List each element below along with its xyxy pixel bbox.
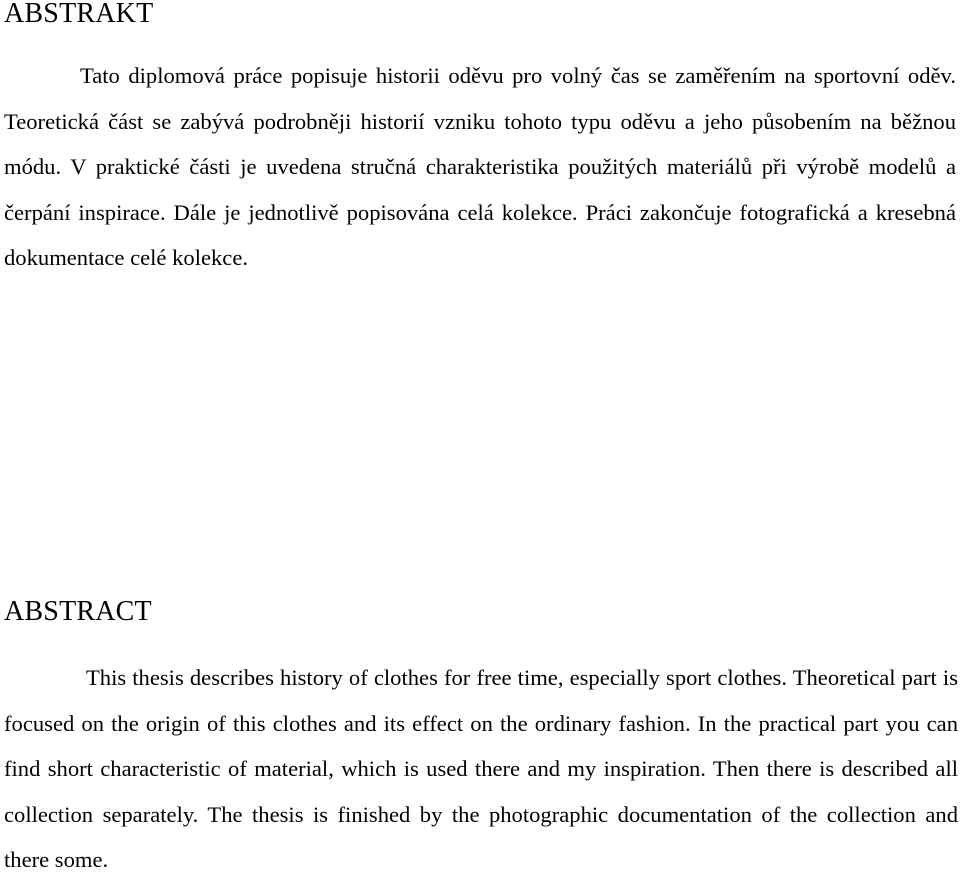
- abstract-heading: ABSTRACT: [4, 596, 152, 627]
- english-abstract-paragraph: This thesis describes history of clothes for free time, especially sport clothes. Theoretical part is focused on the origin of this clothes and its effect on the ordinary fashion. In the practical part you can find short characteristic of material, which is used there and my inspiration. Then there is described all collection separately. The thesis is finished by the photographic documentation of the collection and there some.: [4, 665, 958, 873]
- abstrakt-heading: ABSTRAKT: [4, 0, 154, 29]
- czech-abstract-paragraph: Tato diplomová práce popisuje historii oděvu pro volný čas se zaměřením na sportovní oděv. Teoretická část se zabývá podrobněji historií vzniku tohoto typu oděvu a jeho působením na běžnou módu. V praktické části je uvedena stručná charakteristika použitých materiálů při výrobě modelů a čerpání inspirace. Dále je jednotlivě popisována celá kolekce. Práci zakončuje fotografická a kresebná dokumentace celé kolekce.: [4, 63, 956, 271]
